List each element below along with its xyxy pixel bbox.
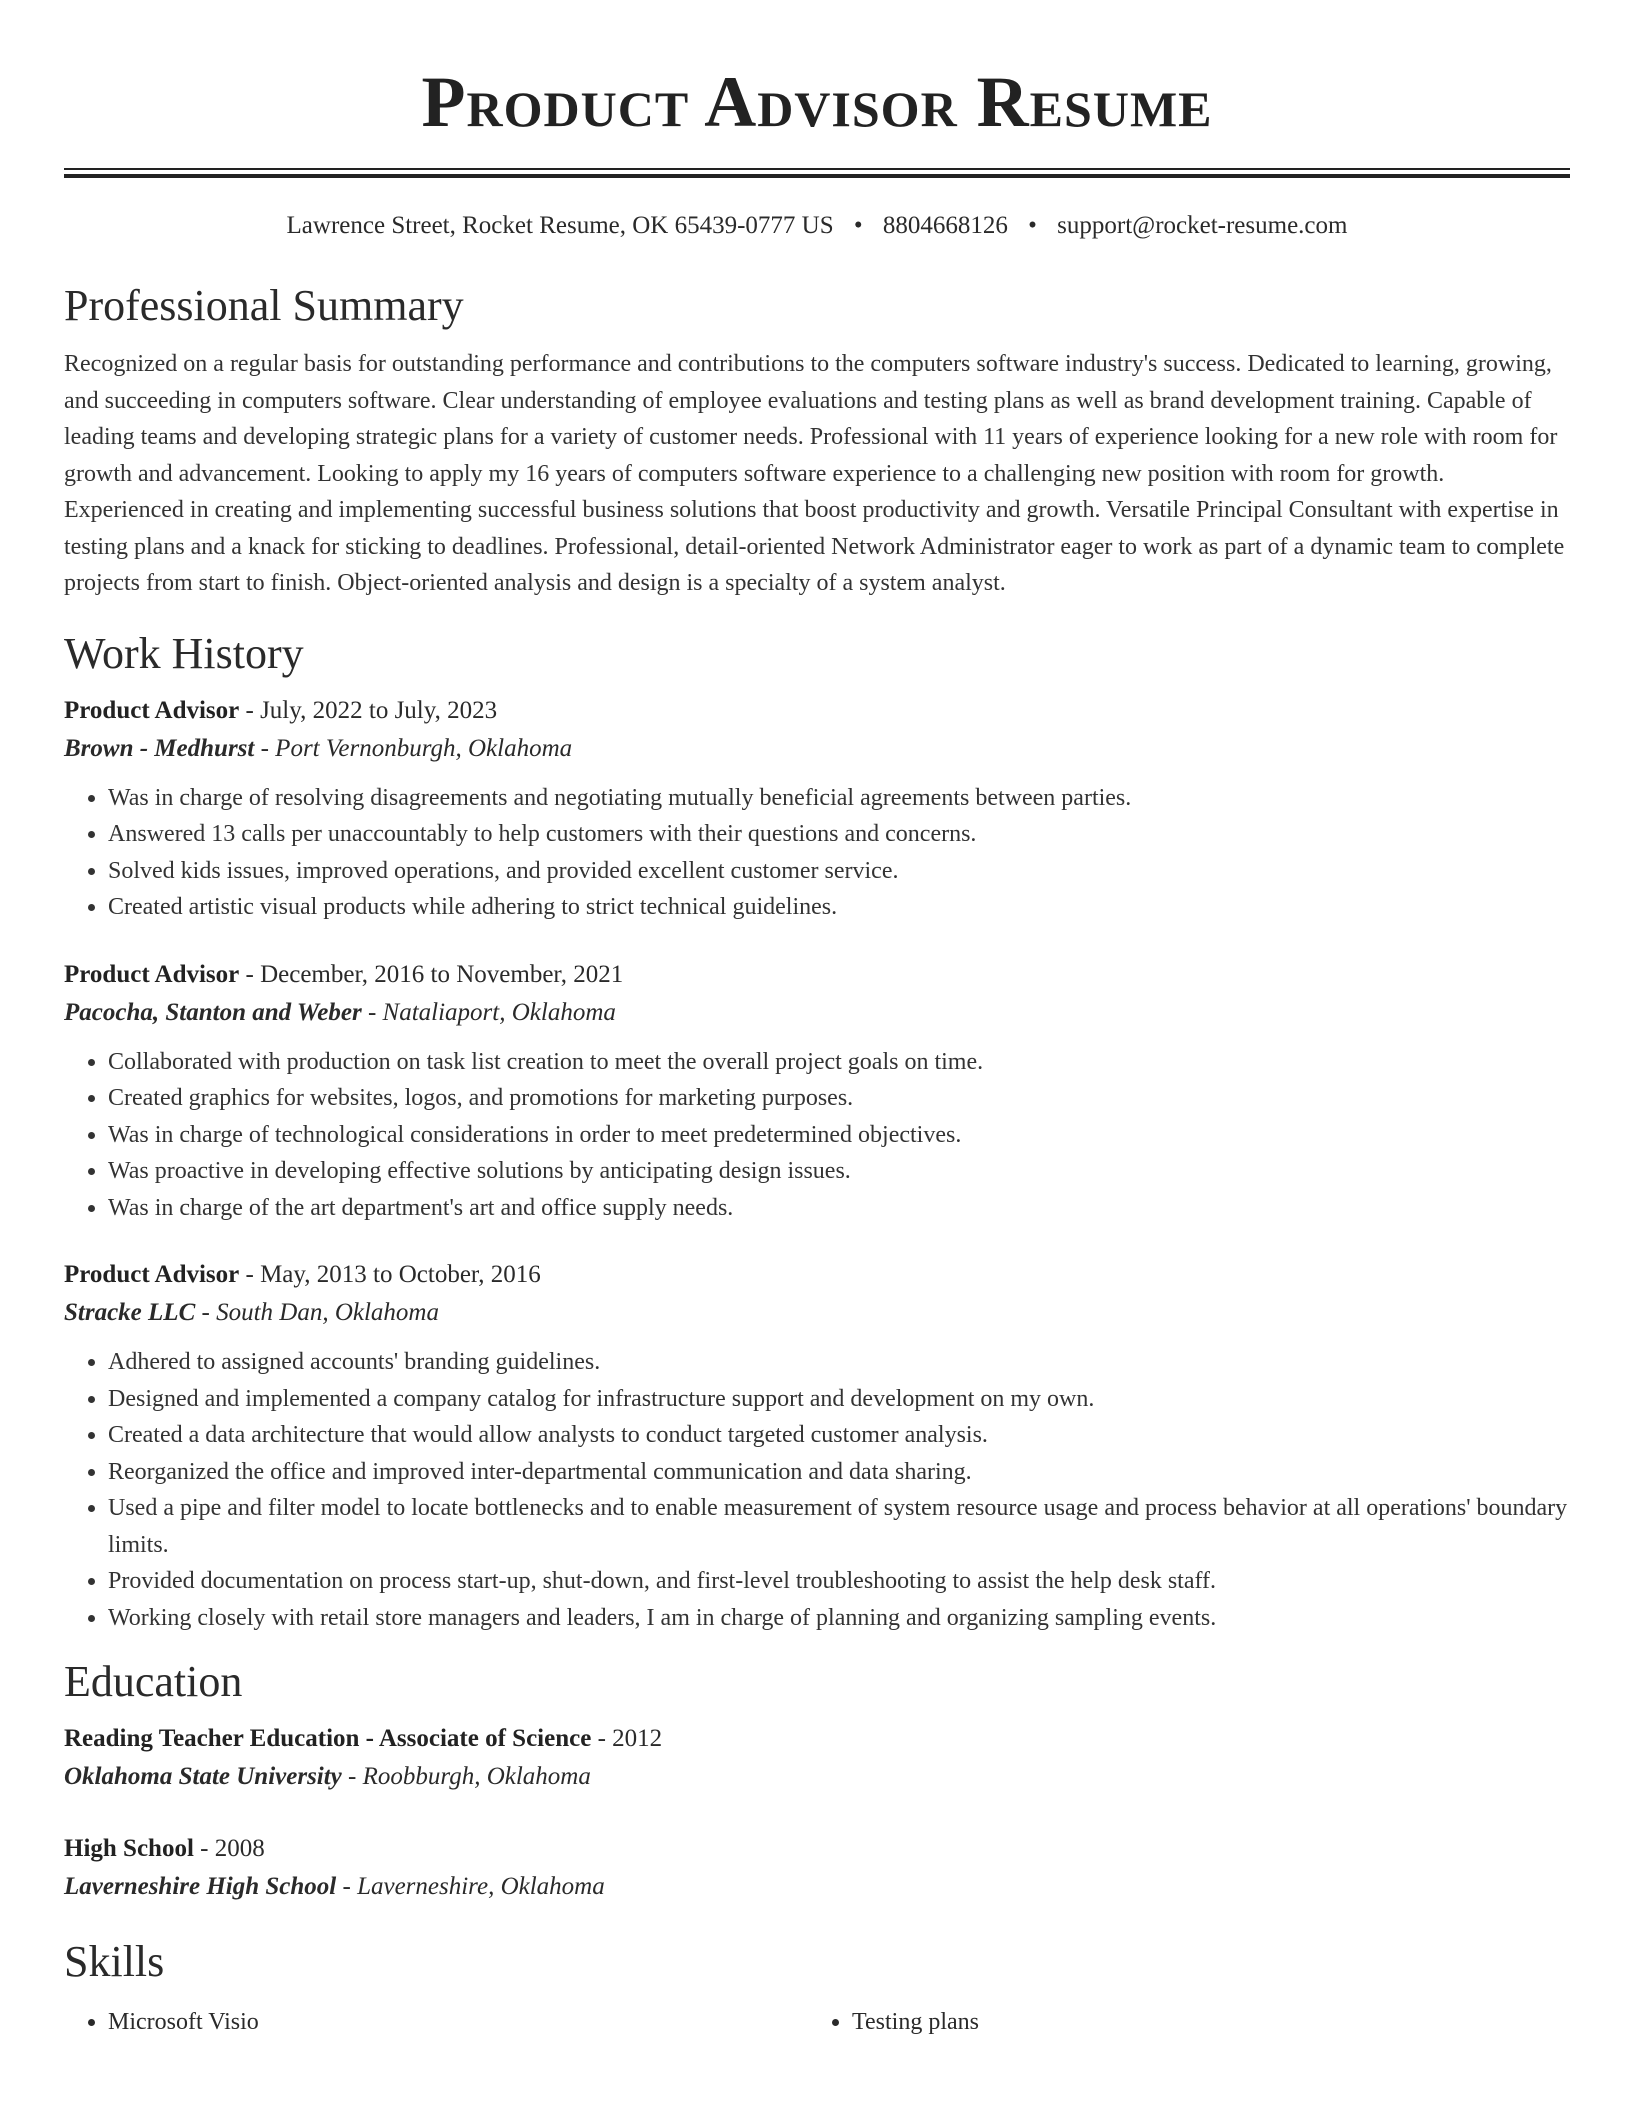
list-item: • Reorganized the office and improved inter-departmental communication and data sharing. bbox=[108, 1454, 1570, 1491]
job-bullets bbox=[64, 1344, 1570, 1636]
job-dates: - December, 2016 to November, 2021 bbox=[239, 960, 624, 988]
skills-columns bbox=[64, 2004, 1570, 2040]
skills-right-column bbox=[808, 2004, 1552, 2040]
summary-heading: Professional Summary bbox=[64, 281, 464, 330]
degree-name: High School bbox=[64, 1835, 194, 1862]
employer-line bbox=[64, 1294, 1570, 1332]
job-entry bbox=[64, 692, 1570, 926]
list-item: • Answered 13 calls per unaccountably to help customers with their questions and concerns. bbox=[108, 816, 1570, 853]
list-item: • Testing plans bbox=[852, 2004, 1552, 2040]
list-item: • Microsoft Visio bbox=[108, 2004, 808, 2040]
summary-text: Recognized on a regular basis for outstanding performance and contributions to the computers software industry's success. Dedicated to learning, growing, and succeeding in computers software. Clear understanding of employee evaluations and testing plans as well as brand development training. Capable of leading teams and developing strategic plans for a variety of customer needs. Professional with 11 years of experience looking for a new role with room for growth and advancement. Looking to apply my 16 years of computers software experience to a challenging new position with room for growth. Experienced in creating and implementing successful business solutions that boost productivity and growth. Versatile Principal Consultant with expertise in testing plans and a knack for sticking to deadlines. Professional, detail-oriented Network Administrator eager to work as part of a dynamic team to complete projects from start to finish. Object-oriented analysis and design is a specialty of a system analyst. bbox=[64, 351, 1565, 596]
education-entry bbox=[64, 1720, 1570, 1796]
list-item: • Was in charge of technological considerations in order to meet predetermined objectives. bbox=[108, 1117, 1570, 1154]
job-dates: - July, 2022 to July, 2023 bbox=[239, 696, 498, 724]
education-section bbox=[64, 1656, 1570, 1906]
list-item: • Collaborated with production on task list creation to meet the overall project goals on time. bbox=[108, 1044, 1570, 1081]
job-title: Product Advisor bbox=[64, 696, 240, 724]
school-name: Oklahoma State University bbox=[64, 1763, 342, 1790]
job-dates: - May, 2013 to October, 2016 bbox=[239, 1261, 541, 1288]
school-location: - Roobburgh, Oklahoma bbox=[341, 1763, 591, 1790]
contact-separator: • bbox=[1028, 212, 1037, 239]
list-item: • Created a data architecture that would allow analysts to conduct targeted customer analysis. bbox=[108, 1417, 1570, 1454]
job-title-line bbox=[64, 956, 1570, 994]
skills-left-column bbox=[64, 2004, 808, 2040]
job-entry bbox=[64, 956, 1570, 1227]
list-item: • Created artistic visual products while adhering to strict technical guidelines. bbox=[108, 889, 1570, 926]
list-item: • Used a pipe and filter model to locate bottlenecks and to enable measurement of system resource usage and process behavior at all operations' boundary limits. bbox=[108, 1490, 1570, 1563]
degree-name: Reading Teacher Education - Associate of Science bbox=[64, 1725, 592, 1752]
work-history-section bbox=[64, 628, 1570, 1637]
contact-phone: 8804668126 bbox=[882, 212, 1008, 239]
employer-name: Brown - Medhurst bbox=[64, 734, 255, 762]
job-bullets bbox=[64, 1044, 1570, 1227]
list-item: • Working closely with retail store managers and leaders, I am in charge of planning and organizing sampling events. bbox=[108, 1600, 1570, 1637]
resume-title: Product Advisor Resume bbox=[421, 62, 1213, 142]
school-line bbox=[64, 1758, 1570, 1796]
list-item: • Was in charge of resolving disagreements and negotiating mutually beneficial agreements between parties. bbox=[108, 780, 1570, 817]
contact-separator: • bbox=[853, 212, 863, 239]
education-heading: Education bbox=[64, 1657, 243, 1706]
job-bullets bbox=[64, 780, 1570, 926]
contact-address: Lawrence Street, Rocket Resume, OK 65439-0777 US bbox=[286, 212, 834, 239]
list-item: • Was proactive in developing effective solutions by anticipating design issues. bbox=[108, 1153, 1570, 1190]
resume-page bbox=[64, 0, 1570, 2040]
employer-location: - Port Vernonburgh, Oklahoma bbox=[254, 734, 573, 762]
graduation-year: - 2008 bbox=[193, 1835, 265, 1862]
employer-name: Stracke LLC bbox=[64, 1299, 196, 1326]
employer-location: - South Dan, Oklahoma bbox=[195, 1299, 439, 1326]
summary-section bbox=[64, 280, 1570, 602]
employer-line bbox=[64, 730, 1570, 768]
list-item: • Created graphics for websites, logos, and promotions for marketing purposes. bbox=[108, 1080, 1570, 1117]
skills-section bbox=[64, 1936, 1570, 2040]
job-title: Product Advisor bbox=[64, 960, 240, 988]
contact-email: support@rocket-resume.com bbox=[1057, 212, 1348, 239]
job-title: Product Advisor bbox=[64, 1261, 240, 1288]
skills-heading: Skills bbox=[64, 1937, 165, 1986]
graduation-year: - 2012 bbox=[591, 1725, 663, 1752]
list-item: • Provided documentation on process start-up, shut-down, and first-level troubleshooting to assist the help desk staff. bbox=[108, 1563, 1570, 1600]
employer-name: Pacocha, Stanton and Weber bbox=[64, 998, 362, 1026]
employer-location: - Nataliaport, Oklahoma bbox=[361, 998, 616, 1026]
list-item: • Was in charge of the art department's art and office supply needs. bbox=[108, 1190, 1570, 1227]
list-item: • Solved kids issues, improved operations, and provided excellent customer service. bbox=[108, 853, 1570, 890]
degree-line bbox=[64, 1720, 1570, 1758]
education-entry bbox=[64, 1830, 1570, 1906]
degree-line bbox=[64, 1830, 1570, 1868]
school-line bbox=[64, 1868, 1570, 1906]
contact-line bbox=[64, 210, 1570, 242]
school-location: - Laverneshire, Oklahoma bbox=[336, 1873, 605, 1900]
employer-line bbox=[64, 994, 1570, 1032]
title-divider bbox=[64, 168, 1570, 178]
work-history-heading: Work History bbox=[64, 628, 304, 678]
job-entry bbox=[64, 1256, 1570, 1636]
list-item: • Adhered to assigned accounts' branding guidelines. bbox=[108, 1344, 1570, 1381]
school-name: Laverneshire High School bbox=[64, 1873, 337, 1900]
job-title-line bbox=[64, 1256, 1570, 1294]
list-item: • Designed and implemented a company catalog for infrastructure support and development on my own. bbox=[108, 1381, 1570, 1418]
job-title-line bbox=[64, 692, 1570, 730]
